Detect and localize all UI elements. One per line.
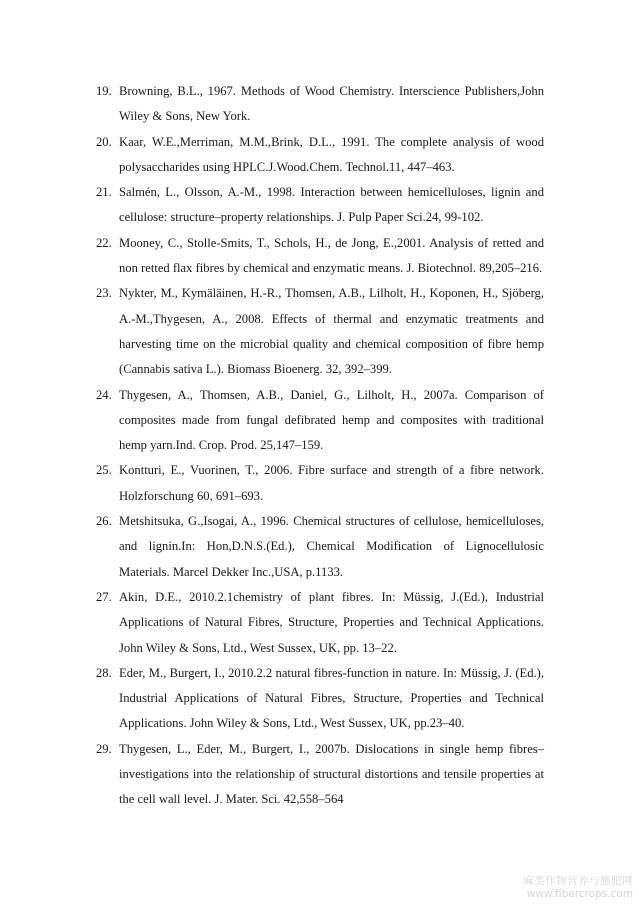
reference-number: 26.: [96, 514, 112, 529]
reference-item: [96, 281, 544, 382]
reference-text: Salmén, L., Olsson, A.-M., 1998. Interaction between hemicelluloses, lignin and cellulose: structure–property relationships. J. Pulp Paper Sci.24, 99-102.: [119, 185, 544, 225]
reference-item: [96, 661, 544, 737]
reference-text: Kontturi, E., Vuorinen, T., 2006. Fibre surface and strength of a fibre network. Holzforschung 60, 691–693.: [119, 463, 544, 503]
reference-text: Kaar, W.E.,Merriman, M.M.,Brink, D.L., 1991. The complete analysis of wood polysaccharides using HPLC.J.Wood.Chem. Technol.11, 447–463.: [119, 134, 544, 174]
reference-item: [96, 585, 544, 661]
reference-text: Thygesen, A., Thomsen, A.B., Daniel, G., Lilholt, H., 2007a. Comparison of composites made from fungal defibrated hemp and composites with traditional hemp yarn.Ind. Crop. Prod. 25,147–159.: [119, 387, 544, 453]
reference-item: [96, 509, 544, 585]
site-watermark: [523, 875, 633, 901]
reference-item: [96, 180, 544, 231]
reference-number: 19.: [96, 84, 112, 98]
reference-item: [96, 383, 544, 459]
reference-item: [96, 737, 544, 813]
reference-text: Nykter, M., Kymäläinen, H.-R., Thomsen, A.B., Lilholt, H., Koponen, H., Sjöberg, A.-M.,Thygesen, A., 2008. Effects of thermal and enzymatic treatments and harvesting time on the microbial quality and chemical composition of fibre hemp (Cannabis sativa L.). Biomass Bioenerg. 32, 392–399.: [119, 286, 544, 377]
reference-text: Thygesen, L., Eder, M., Burgert, I., 2007b. Dislocations in single hemp fibres–investigations into the relationship of structural distortions and tensile properties at the cell wall level. J. Mater. Sci. 42,558–564: [119, 741, 544, 807]
reference-text: Akin, D.E., 2010.2.1chemistry of plant fibres. In: Müssig, J.(Ed.), Industrial Applications of Natural Fibres, Structure, Properties and Technical Applications. John Wiley & Sons, Ltd., West Sussex, UK, pp. 13–22.: [119, 589, 544, 655]
watermark-site-name: 麻类作物营养与施肥网: [523, 875, 633, 887]
reference-number: 20.: [96, 134, 112, 149]
watermark-url: www.fibercrops.com: [526, 888, 633, 900]
reference-item: [96, 130, 544, 181]
reference-text: Mooney, C., Stolle-Smits, T., Schols, H., de Jong, E.,2001. Analysis of retted and non retted flax fibres by chemical and enzymatic means. J. Biotechnol. 89,205–216.: [119, 235, 544, 276]
reference-number: 23.: [96, 286, 112, 301]
reference-number: 27.: [96, 589, 112, 604]
reference-item: [96, 79, 544, 130]
reference-list: [96, 79, 544, 813]
reference-number: 25.: [96, 463, 112, 478]
reference-number: 29.: [96, 741, 112, 756]
reference-item: [96, 458, 544, 509]
reference-number: 21.: [96, 185, 112, 200]
reference-number: 22.: [96, 235, 112, 250]
reference-number: 28.: [96, 665, 112, 680]
reference-text: Metshitsuka, G.,Isogai, A., 1996. Chemical structures of cellulose, hemicelluloses, and lignin.In: Hon,D.N.S.(Ed.), Chemical Modification of Lignocellulosic Materials. Marcel Dekker Inc.,USA, p.1133.: [119, 514, 544, 579]
reference-text: Eder, M., Burgert, I., 2010.2.2 natural fibres-function in nature. In: Müssig, J. (Ed.), Industrial Applications of Natural Fibres, Structure, Properties and Technical Applications. John Wiley & Sons, Ltd., West Sussex, UK, pp.23–40.: [119, 665, 544, 731]
reference-item: [96, 231, 544, 282]
reference-number: 24.: [96, 387, 112, 402]
reference-text: Browning, B.L., 1967. Methods of Wood Chemistry. Interscience Publishers,John Wiley & Sons, New York.: [119, 84, 544, 124]
